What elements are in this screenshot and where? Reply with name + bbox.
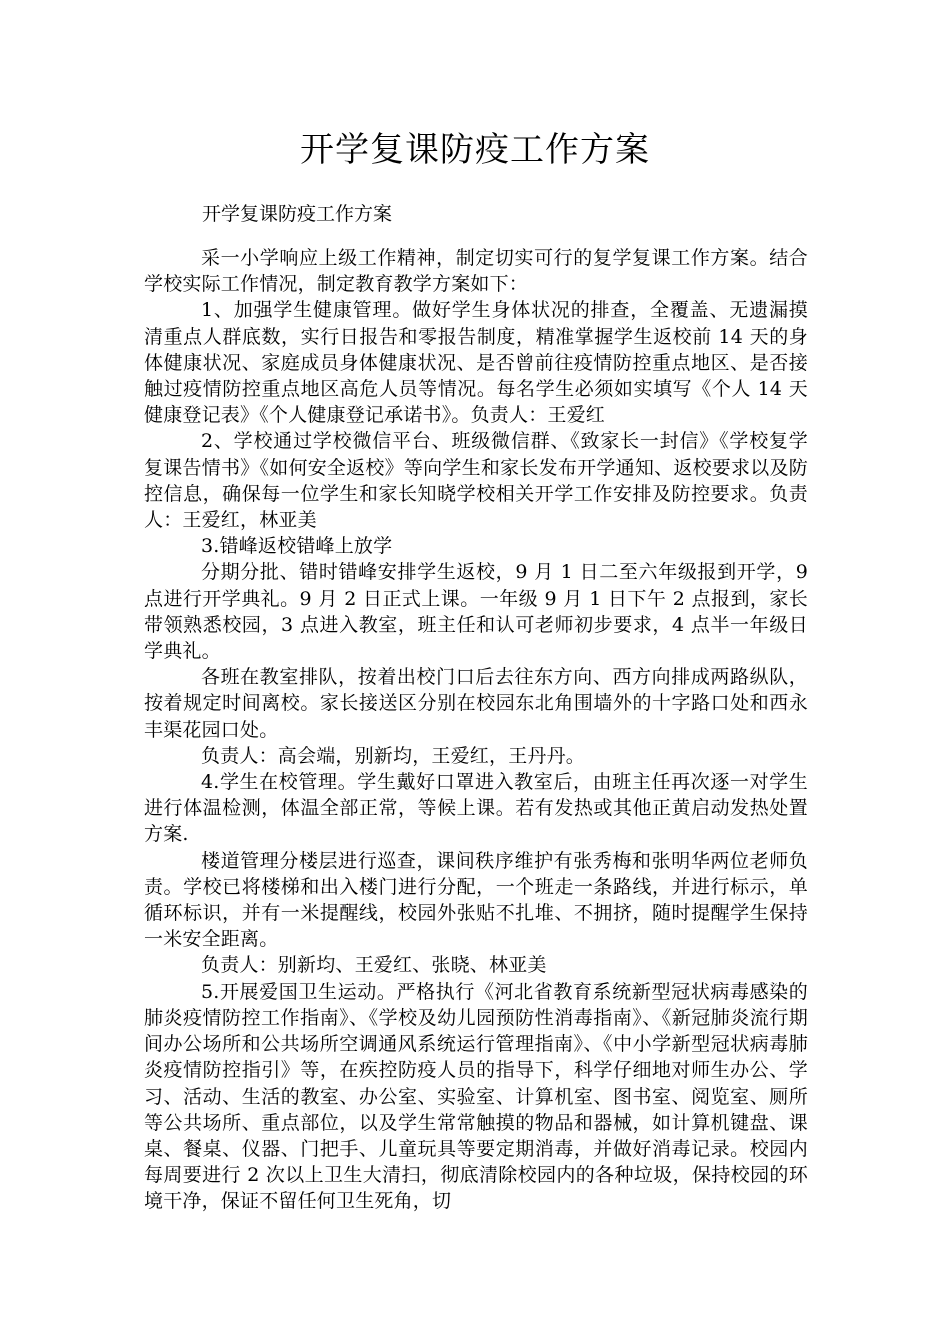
paragraph-intro: 采一小学响应上级工作精神，制定切实可行的复学复课工作方案。结合学校实际工作情况，制定教育教学方案如下：	[144, 247, 808, 296]
paragraph-corridor: 楼道管理分楼层进行巡查，课间秩序维护有张秀梅和张明华两位老师负责。学校已将楼梯和出入楼门进行分配，一个班走一条路线，并进行标示，单循环标识，并有一米提醒线，校园外张贴不扎堆、不拥挤，随时提醒学生保持一米安全距离。	[144, 849, 808, 951]
paragraph-in-school: 4.学生在校管理。学生戴好口罩进入教室后，由班主任再次逐一对学生进行体温检测，体温全部正常，等候上课。若有发热或其他正黄启动发热处置方案.	[144, 771, 808, 846]
paragraph-health-management: 1、加强学生健康管理。做好学生身体状况的排查，全覆盖、无遗漏摸清重点人群底数，实行日报告和零报告制度，精准掌握学生返校前 14 天的身体健康状况、家庭成员身体健康状况、是否曾前往疫情防控重点地区、是否接触过疫情防控重点地区高危人员等情况。每名学生必须如实填写《个人 14 天健康登记表》《个人健康登记承诺书》。负责人：王爱红	[144, 299, 808, 427]
paragraph-responsible-3: 负责人：高会端，别新均，王爱红，王丹丹。	[201, 744, 586, 767]
document-subtitle: 开学复课防疫工作方案	[202, 203, 393, 225]
paragraph-notification: 2、学校通过学校微信平台、班级微信群、《致家长一封信》《学校复学复课告情书》《如何安全返校》等向学生和家长发布开学通知、返校要求以及防控信息，确保每一位学生和家长知晓学校相关开学工作安排及防控要求。负责人：王爱红，林亚美	[144, 430, 808, 532]
paragraph-staggered-schedule: 分期分批、错时错峰安排学生返校，9 月 1 日二至六年级报到开学，9 点进行开学典礼。9 月 2 日正式上课。一年级 9 月 1 日下午 2 点报到，家长带领熟悉校园，3 点进入教室，班主任和认可老师初步要求，4 点半一年级日学典礼。	[144, 561, 808, 663]
paragraph-responsible-4: 负责人：别新均、王爱红、张晓、林亚美	[201, 954, 547, 977]
document-title: 开学复课防疫工作方案	[300, 130, 650, 170]
document-body	[144, 245, 808, 1215]
paragraph-hygiene: 5.开展爱国卫生运动。严格执行《河北省教育系统新型冠状病毒感染的肺炎疫情防控工作指南》、《学校及幼儿园预防性消毒指南》、《新冠肺炎流行期间办公场所和公共场所空调通风系统运行管理指南》、《中小学新型冠状病毒肺炎疫情防控指引》等，在疾控防疫人员的指导下，科学仔细地对师生办公、学习、活动、生活的教室、办公室、实验室、计算机室、图书室、阅览室、厕所等公共场所、重点部位，以及学生常常触摸的物品和器械，如计算机键盘、课桌、餐桌、仪器、门把手、儿童玩具等要定期消毒，并做好消毒记录。校园内每周要进行 2 次以上卫生大清扫，彻底清除校园内的各种垃圾，保持校园的环境干净，保证不留任何卫生死角，切	[144, 980, 808, 1213]
paragraph-dismissal: 各班在教室排队，按着出校门口后去往东方向、西方向排成两路纵队，按着规定时间离校。家长接送区分别在校园东北角围墙外的十字路口处和西永丰渠花园口处。	[144, 666, 808, 741]
paragraph-staggered-heading: 3.错峰返校错峰上放学	[201, 535, 393, 558]
